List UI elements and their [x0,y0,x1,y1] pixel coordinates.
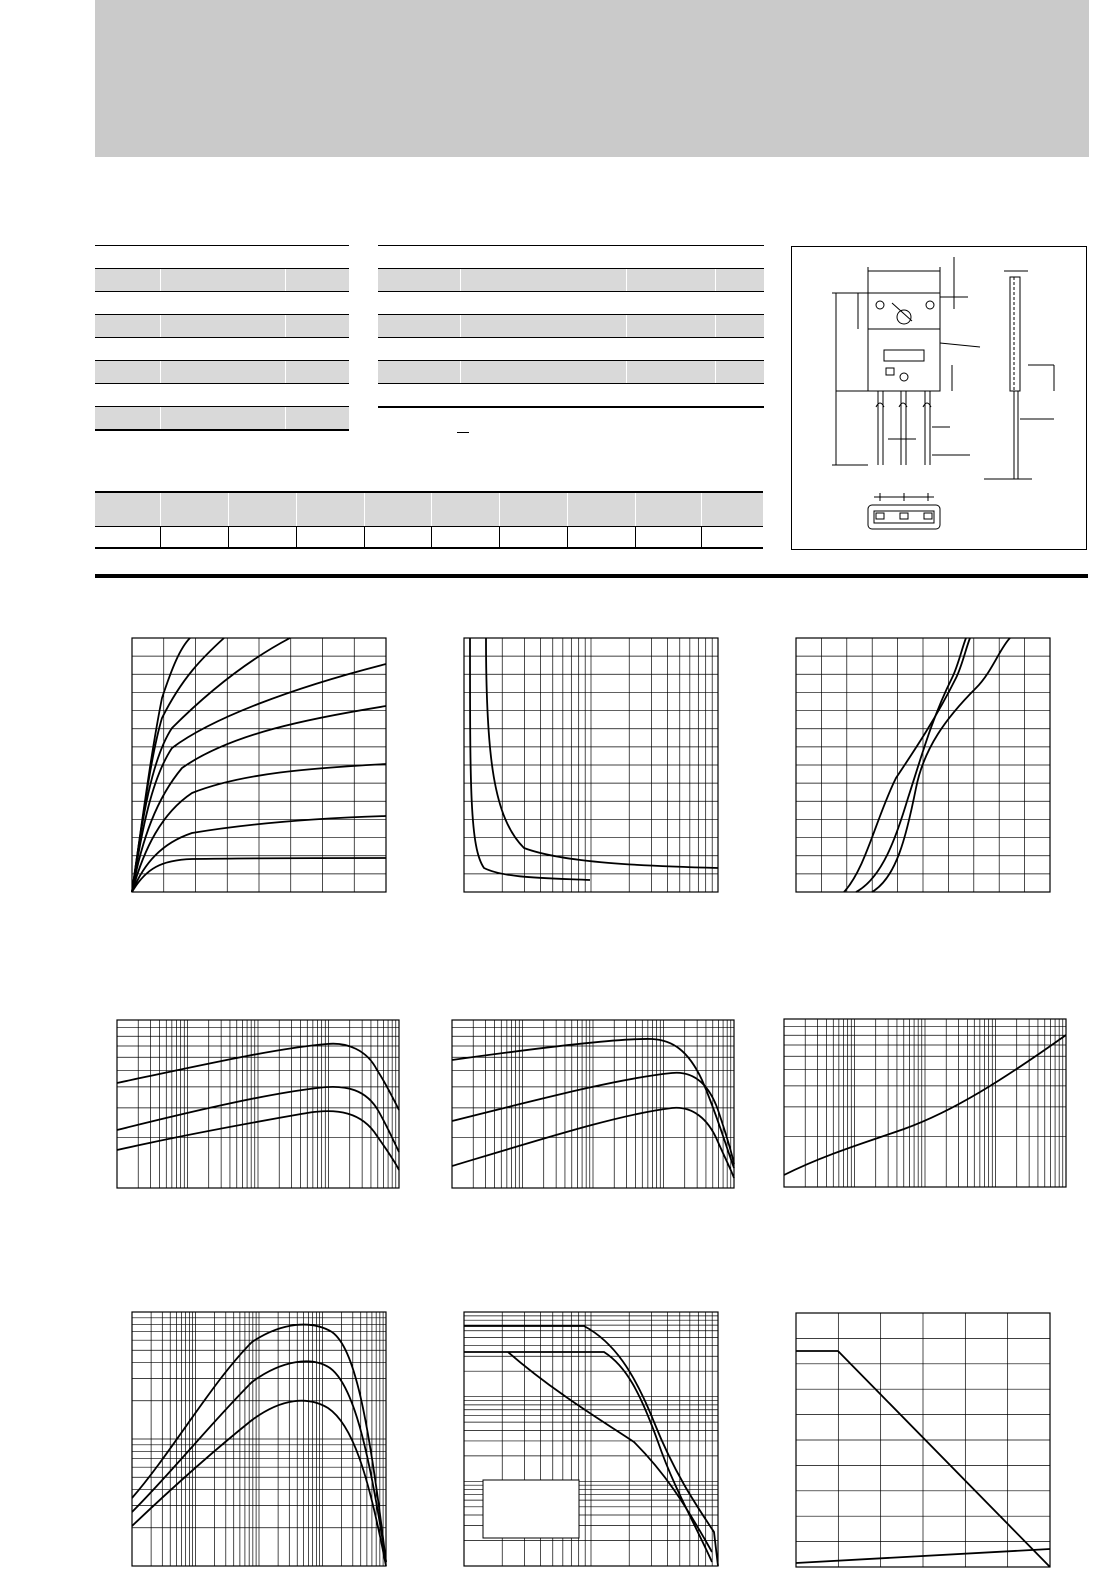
table-cell [95,338,161,361]
table-cell [286,269,349,292]
table-cell [161,361,286,384]
table-header-cell [635,492,701,527]
table-cell [378,384,461,408]
table-row [378,269,764,292]
table-cell [95,292,161,315]
table-cell [461,246,627,269]
hfe-table [95,491,763,549]
table-cell [716,338,764,361]
table-cell [286,315,349,338]
table-cell [716,269,764,292]
table-cell [627,246,716,269]
table-cell [161,269,286,292]
overline-mark [457,432,469,433]
table-cell [378,246,461,269]
graph-ic-vce [132,638,386,892]
graph-ft-ic [132,1312,386,1566]
header-band [95,0,1089,157]
table-header-cell [567,492,635,527]
section-divider [95,574,1088,578]
table-cell [461,361,627,384]
characteristics-table [378,245,764,408]
table-cell [378,292,461,315]
table-cell [365,527,432,549]
table-row [95,246,349,269]
table-header-cell [297,492,365,527]
table-cell [461,338,627,361]
table-cell [378,315,461,338]
table-row [378,384,764,408]
table-header-cell [499,492,567,527]
table-cell [716,384,764,408]
table-row [95,527,763,549]
table-cell [161,407,286,431]
table-row [95,407,349,431]
table-cell [161,527,229,549]
table-cell [432,527,499,549]
package-drawing [791,246,1087,550]
table-cell [461,315,627,338]
table-cell [635,527,701,549]
graph-derating [796,1313,1050,1567]
table-cell [286,361,349,384]
graph-hfe-ic-1 [117,1020,399,1188]
table-row [378,338,764,361]
table-cell [627,338,716,361]
table-cell [499,527,567,549]
table-cell [95,407,161,431]
table-cell [716,292,764,315]
legend-box [483,1480,579,1538]
table-row [95,269,349,292]
table-cell [286,292,349,315]
table-cell [286,338,349,361]
table-cell [378,361,461,384]
table-row [95,384,349,407]
graph-safe-operating-area [464,1312,718,1566]
table-cell [161,384,286,407]
package-outline-drawing [792,247,1088,551]
graph-vce-ib [464,638,718,892]
table-row [378,361,764,384]
table-row [95,292,349,315]
table-row [95,492,763,527]
table-cell [378,269,461,292]
table-row [95,338,349,361]
table-header-cell [701,492,763,527]
table-cell [627,384,716,408]
table-cell [95,246,161,269]
table-cell [461,384,627,408]
table-cell [567,527,635,549]
table-cell [716,315,764,338]
table-cell [297,527,365,549]
table-cell [161,246,286,269]
table-cell [95,527,161,549]
ratings-table [95,245,349,431]
graph-ic-vbe [796,638,1050,892]
table-cell [461,292,627,315]
table-cell [161,338,286,361]
mounting-hole [897,310,911,324]
table-cell [627,315,716,338]
table-cell [701,527,763,549]
table-cell [716,246,764,269]
table-row [95,361,349,384]
table-cell [161,292,286,315]
table-row [378,315,764,338]
table-cell [286,407,349,431]
graph-hfe-ic-2 [452,1020,734,1188]
table-cell [461,269,627,292]
table-header-cell [365,492,432,527]
table-header-cell [161,492,229,527]
table-cell [627,361,716,384]
table-cell [286,246,349,269]
table-cell [378,338,461,361]
package-body [868,293,940,391]
table-cell [161,315,286,338]
table-cell [95,384,161,407]
table-cell [229,527,297,549]
table-cell [286,384,349,407]
table-cell [95,315,161,338]
table-cell [716,361,764,384]
table-row [95,315,349,338]
table-cell [95,269,161,292]
table-header-cell [95,492,161,527]
graph-vbe-ic [784,1019,1066,1187]
table-cell [627,269,716,292]
table-header-cell [432,492,499,527]
table-cell [95,361,161,384]
table-row [378,292,764,315]
table-header-cell [229,492,297,527]
table-row [378,246,764,269]
table-cell [627,292,716,315]
